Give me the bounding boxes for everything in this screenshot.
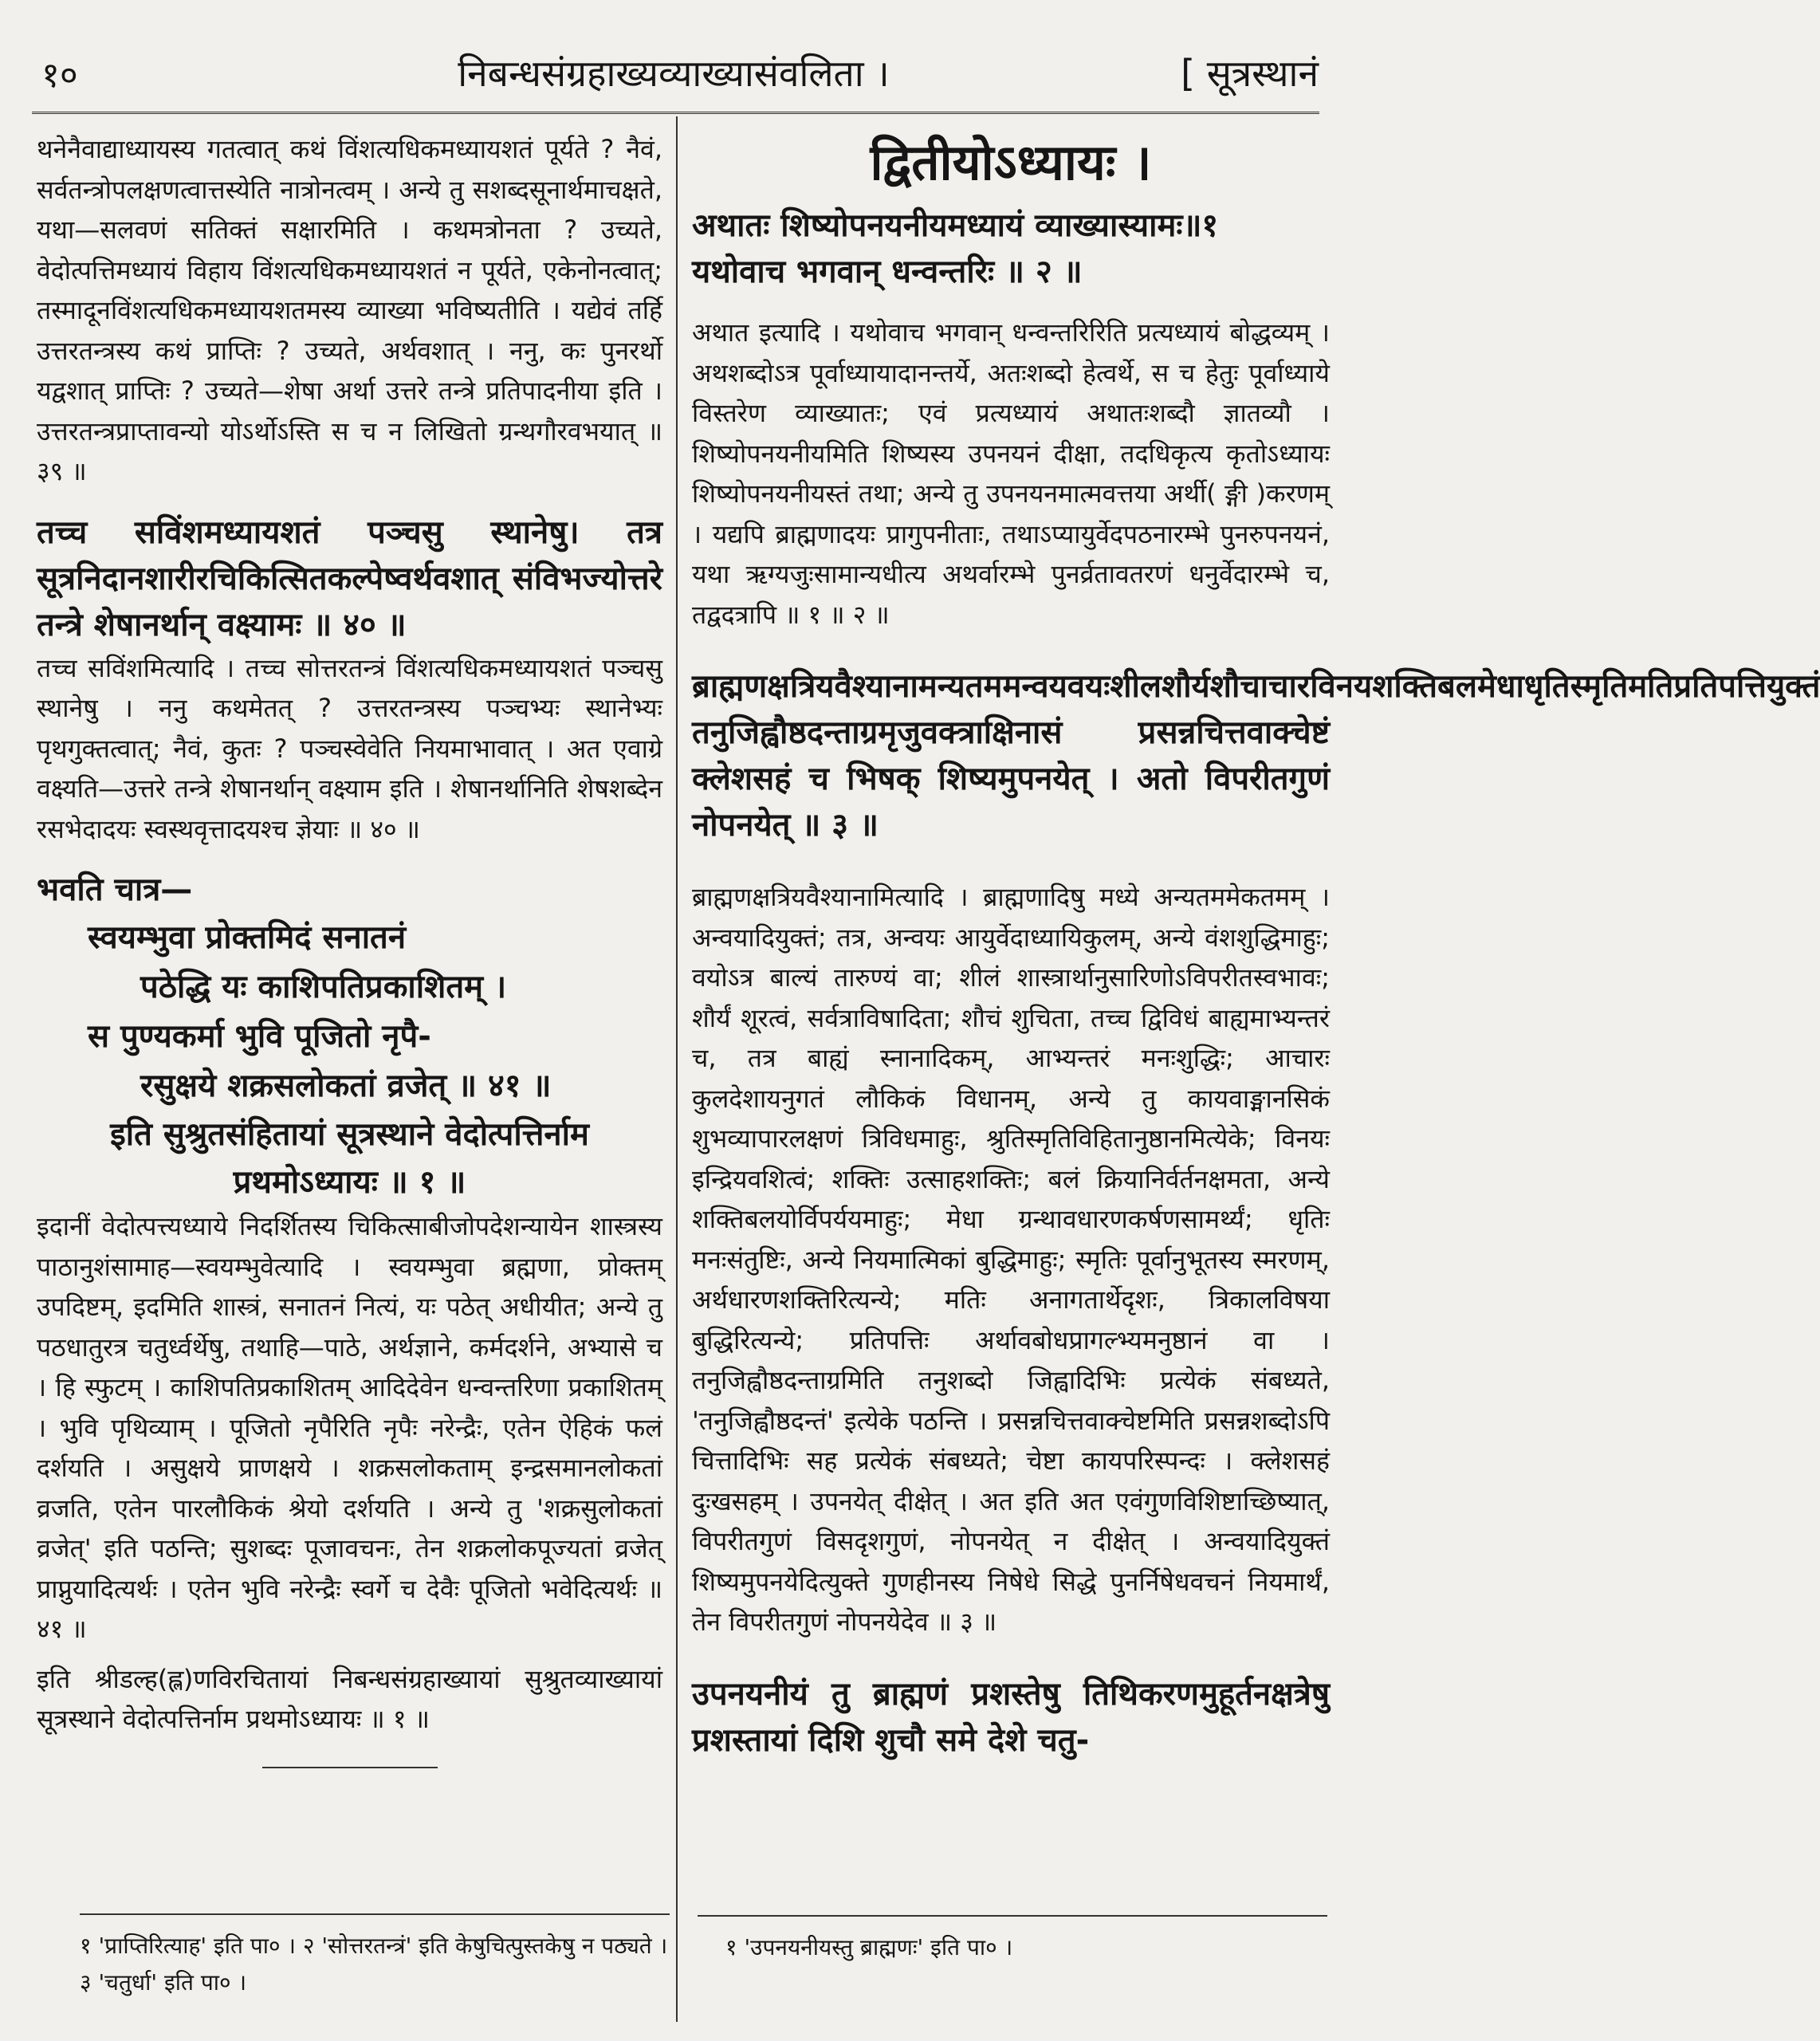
verse-3: ब्राह्मणक्षत्रियवैश्यानामन्यतममन्वयवयःशीलशौर्यशौचाचारविनयशक्तिबलमेधाधृतिस्मृतिमतिप्रतिपत्तियुक्तं तनुजिह्वौष्ठदन्ताग्रमृजुवक्त्राक्षिनासं प्रसन्नचित्तवाक्चेष्टं क्लेशसहं च भिषक् शिष्यमुपनयेत् । अतो विपरीतगुणं नोपनयेत् ॥ ३ ॥ [692, 668, 1820, 844]
verse-41 [37, 913, 662, 1111]
end-rule [262, 1767, 438, 1768]
chapter-colophon [37, 1111, 662, 1206]
verse-1-2-line: यथोवाच भगवान् धन्वन्तरिः ॥ २ ॥ [692, 254, 1083, 290]
column-divider [676, 116, 678, 2022]
running-title: निबन्धसंग्रहाख्यव्याख्यासंवलिता । [458, 52, 890, 95]
commentary-3: ब्राह्मणक्षत्रियवैश्यानामित्यादि । ब्राह्मणादिषु मध्ये अन्यतममेकतमम् । अन्वयादियुक्तं; तत्र, अन्वयः आयुर्वेदाध्यायिकुलम्, अन्ये वंशशुद्धिमाहुः; वयोऽत्र बाल्यं तारुण्यं वा; शीलं शास्त्रार्थानुसारिणोऽविपरीतस्वभावः; शौर्यं शूरत्वं, सर्वत्राविषादिता; शौचं शुचिता, तच्च द्विविधं बाह्यमाभ्यन्तरं च, तत्र बाह्यं स्नानादिकम्, आभ्यन्तरं मनःशुद्धिः; आचारः कुलदेशायनुगतं लौकिकं विधानम्, अन्ये तु कायवाङ्मानसिकं शुभव्यापारलक्षणं त्रिविधमाहुः, श्रुतिस्मृतिविहितानुष्ठानमित्येके; विनयः इन्द्रियवशित्वं; शक्तिः उत्साहशक्तिः; बलं क्रियानिर्वर्तनक्षमता, अन्ये शक्तिबलयोर्विपर्ययमाहुः; मेधा ग्रन्थावधारणकर्षणसामर्थ्यं; धृतिः मनःसंतुष्टिः, अन्ये नियमात्मिकां बुद्धिमाहुः; स्मृतिः पूर्वानुभूतस्य स्मरणम्, अर्थधारणशक्तिरित्यन्ये; मतिः अनागतार्थेदृशः, त्रिकालविषया बुद्धिरित्यन्ये; प्रतिपत्तिः अर्थावबोधप्रागल्भ्यमनुष्ठानं वा । तनुजिह्वौष्ठदन्ताग्रमिति तनुशब्दो जिह्वादिभिः प्रत्येकं संबध्यते, 'तनुजिह्वौष्ठदन्तं' इत्येके पठन्ति । प्रसन्नचित्तवाक्चेष्टमिति प्रसन्नशब्दोऽपि चित्तादिभिः सह प्रत्येकं संबध्यते; चेष्टा कायपरिस्पन्दः । क्लेशसहं दुःखसहम् । उपनयेत् दीक्षेत् । अत इति अत एवंगुणविशिष्टाच्छिष्यात्, विपरीतगुणं विसदृशगुणं, नोपनयेत् न दीक्षेत् । अन्वयादियुक्तं शिष्यमुपनयेदित्युक्ते गुणहीनस्य निषेधे सिद्धे पुनर्निषेधवचनं नियमार्थं, तेन विपरीतगुणं नोपनयेदेव ॥ ३ ॥ [692, 882, 1330, 1637]
commentary-39: थनेनैवाद्याध्यायस्य गतत्वात् कथं विंशत्यधिकमध्यायशतं पूर्यते ? नैवं, सर्वतन्त्रोपलक्षणत्वात्तस्येति नात्रोनत्वम् । अन्ये तु सशब्दसूनार्थमाचक्षते, यथा—सलवणं सतिक्तं सक्षारमिति । कथमत्रोनता ? उच्यते, वेदोत्पत्तिमध्यायं विहाय विंशत्यधिकमध्यायशतं न पूर्यते, एकेनोनत्वात्; तस्मादूनविंशत्यधिकमध्यायशतमस्य व्याख्या भविष्यतीति । यद्येवं तर्हि उत्तरतन्त्रस्य कथं प्राप्तिः ? उच्यते, अर्थवशात् । ननु, कः पुनरर्थो यद्वशात् प्राप्तिः ? उच्यते—शेषा अर्था उत्तरे तन्त्रे प्रतिपादनीया इति । उत्तरतन्त्रप्राप्तावन्यो योऽर्थोऽस्ति स च न लिखितो ग्रन्थगौरवभयात् ॥ ३९ ॥ [37, 134, 662, 486]
verse-1-2 [692, 203, 1330, 295]
verse-41-line: रसुक्षये शक्रसलोकतां व्रजेत् ॥ ४१ ॥ [140, 1068, 552, 1104]
verse-41-line: पठेद्धि यः काशिपतिप्रकाशितम् । [140, 969, 507, 1005]
left-column [37, 129, 662, 1867]
page-header [24, 16, 1323, 96]
bhavati-catra: भवति चात्र— [37, 871, 193, 908]
commentary-40: तच्च सविंशमित्यादि । तच्च सोत्तरतन्त्रं विंशत्यधिकमध्यायशतं पञ्चसु स्थानेषु । ननु कथमेतत् ? उत्तरतन्त्रस्य पञ्चभ्यः स्थानेभ्यः पृथगुक्तत्वात्; नैवं, कुतः ? पञ्चस्वेवेति नियमाभावात् । अत एवाग्रे वक्ष्यति—उत्तरे तन्त्रे शेषानर्थान् वक्ष्याम इति । शेषानर्थानिति शेषशब्देन रसभेदादयः स्वस्थवृत्तादयश्च ज्ञेयाः ॥ ४० ॥ [37, 652, 662, 844]
verse-41-line: स पुण्यकर्मा भुवि पूजितो नृपै- [88, 1018, 431, 1055]
footnote-right: १ 'उपनयनीयस्तु ब्राह्मणः' इति पा० । [725, 1934, 1013, 1960]
commentary-41: इदानीं वेदोत्पत्त्यध्याये निदर्शितस्य चिकित्साबीजोपदेशन्यायेन शास्त्रस्य पाठानुशंसामाह—स्वयम्भुवेत्यादि । स्वयम्भुवा ब्रह्मणा, प्रोक्तम् उपदिष्टम्, इदमिति शास्त्रं, सनातनं नित्यं, यः पठेत् अधीयीत; अन्ये तु पठधातुरत्र चतुर्ध्वर्थेषु, तथाहि—पाठे, अर्थज्ञाने, कर्मदर्शने, अभ्यासे च । हि स्फुटम् । काशिपतिप्रकाशितम् आदिदेवेन धन्वन्तरिणा प्रकाशितम् । भुवि पृथिव्याम् । पूजितो नृपैरिति नृपैः नरेन्द्रैः, एतेन ऐहिकं फलं दर्शयति । असुक्षये प्राणक्षये । शक्रसलोकताम् इन्द्रसमानलोकतां व्रजति, एतेन पारलौकिकं श्रेयो दर्शयति । अन्ये तु 'शक्रसुलोकतां व्रजेत्' इति पठन्ति; सुशब्दः पूजावचनः, तेन शक्रलोकपूज्यतां व्रजेत् प्राप्नुयादित्यर्थः । एतेन भुवि नरेन्द्रैः स्वर्गे च देवैः पूजितो भवेदित्यर्थः ॥ ४१ ॥ [37, 1211, 662, 1644]
colophon-line: प्रथमोऽध्यायः ॥ १ ॥ [233, 1164, 466, 1201]
verse-4-start: उपनयनीयं तु ब्राह्मणं प्रशस्तेषु तिथिकरणमुहूर्तनक्षत्रेषु प्रशस्तायां दिशि शुचौ समे देशे चतु- [692, 1675, 1330, 1759]
chapter-heading: द्वितीयोऽध्यायः । [870, 133, 1152, 191]
verse-41-line: स्वयम्भुवा प्रोक्तमिदं सनातनं [88, 919, 407, 956]
footnote-rule-right [698, 1915, 1327, 1917]
footnotes-left [80, 1928, 670, 2001]
verse-1-2-line: अथातः शिष्योपनयनीयमध्यायं व्याख्यास्यामः॥१ [692, 207, 1219, 244]
section-label: [ सूत्रस्थानं [1181, 52, 1319, 95]
footnote-line: ३ 'चतुर्धा' इति पा० । [80, 1969, 247, 1996]
commentary-colophon: इति श्रीडल्ह(ह्ल)णविरचितायां निबन्धसंग्रहाख्यायां सुश्रुतव्याख्यायां सूत्रस्थाने वेदोत्पत्तिर्नाम प्रथमोऽध्यायः ॥ १ ॥ [37, 1663, 662, 1734]
footnote-line: १ 'प्राप्तिरित्याह' इति पा० । २ 'सोत्तरतन्त्रं' इति केषुचित्पुस्तकेषु न पठ्यते । [80, 1933, 668, 1959]
footnote-rule-left [80, 1913, 670, 1915]
commentary-1-2: अथात इत्यादि । यथोवाच भगवान् धन्वन्तरिरिति प्रत्यध्यायं बोद्धव्यम् । अथशब्दोऽत्र पूर्वाध्यायादानन्तर्ये, अतःशब्दो हेत्वर्थे, स च हेतुः पूर्वाध्याये विस्तरेण व्याख्यातः; एवं प्रत्यध्यायं अथातःशब्दौ ज्ञातव्यौ । शिष्योपनयनीयमिति शिष्यस्य उपनयनं दीक्षा, तदधिकृत्य कृतोऽध्यायः शिष्योपनयनीयस्तं तथा; अन्ये तु उपनयनमात्मवत्तया अर्थी( ङ्गी )करणम् । यद्यपि ब्राह्मणादयः प्रागुपनीताः, तथाऽप्यायुर्वेदपठनारम्भे पुनरुपनयनं, यथा ऋग्यजुःसामान्यधीत्य अथर्वारम्भे पुनर्व्रतावतरणं धनुर्वेदारम्भे च, तद्वदत्रापि ॥ १ ॥ २ ॥ [692, 317, 1330, 630]
verse-40: तच्च सविंशमध्यायशतं पञ्चसु स्थानेषु। तत्र सूत्रनिदानशारीरचिकित्सितकल्पेष्वर्थवशात् संविभज्योत्तरे तन्त्रे शेषानर्थान् वक्ष्यामः ॥ ४० ॥ [37, 513, 662, 643]
header-rule [32, 112, 1319, 114]
right-column [692, 129, 1820, 1859]
page-number: १० [41, 55, 78, 96]
colophon-line: इति सुश्रुतसंहितायां सूत्रस्थाने वेदोत्पत्तिर्नाम [110, 1116, 589, 1153]
